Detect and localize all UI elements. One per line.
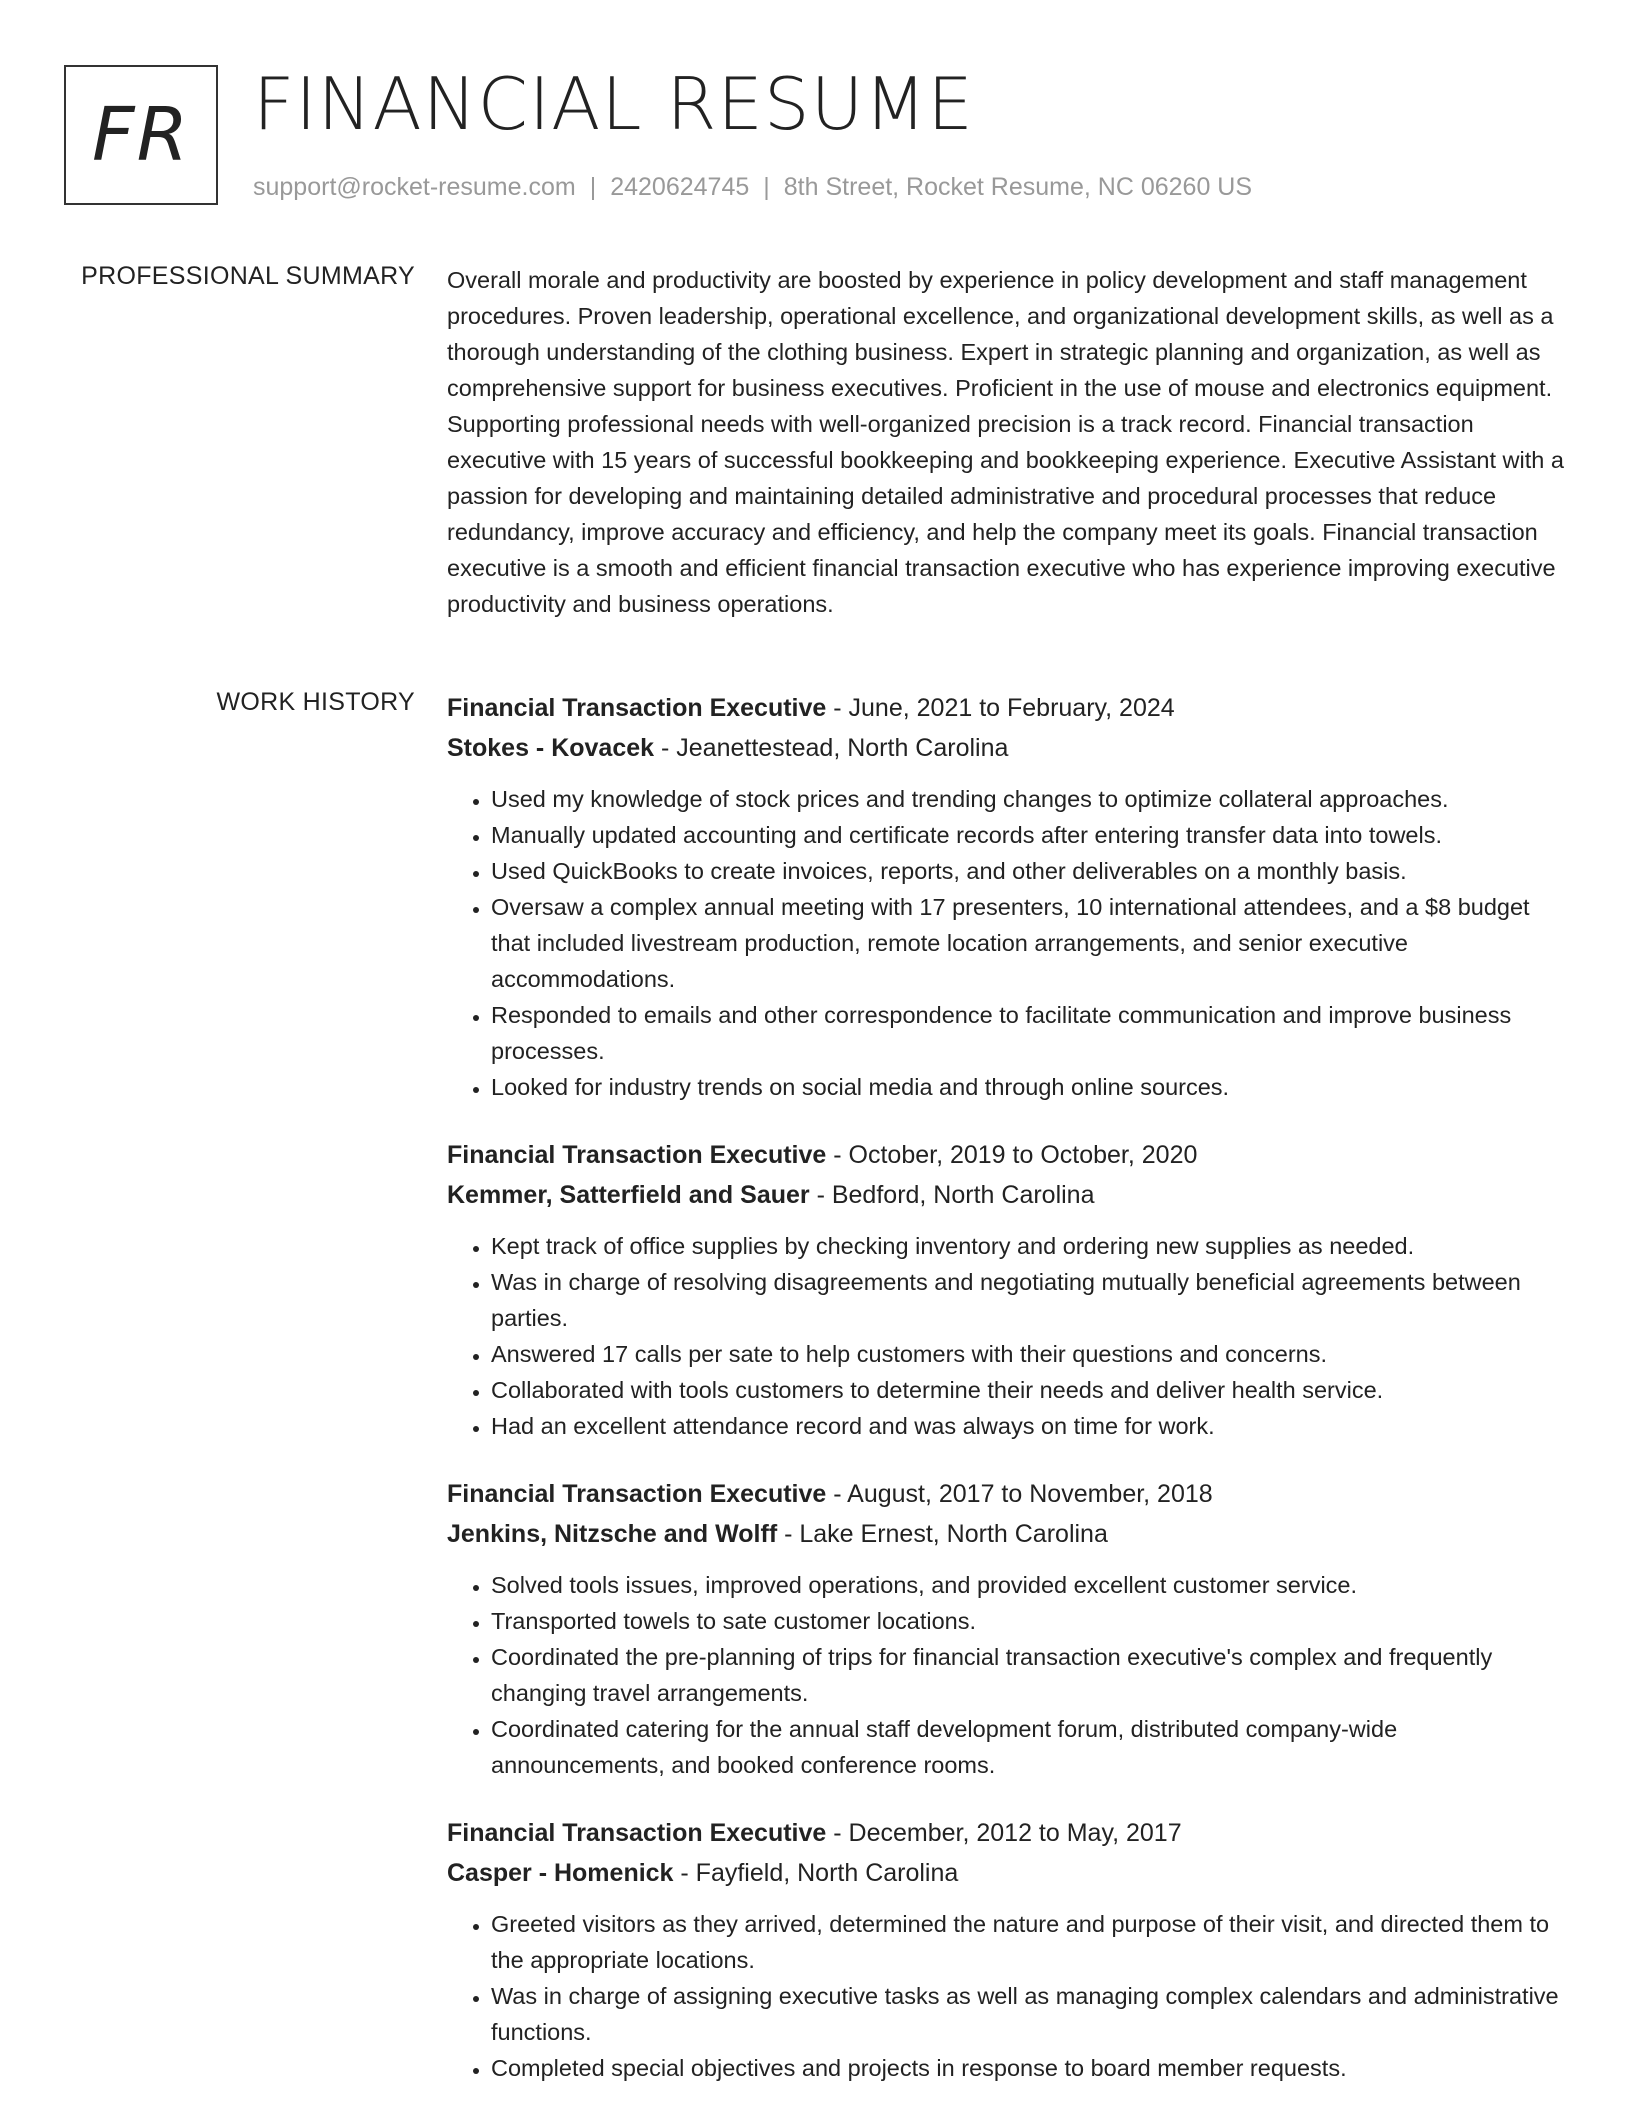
job-bullet: • Kept track of office supplies by checking inventory and ordering new supplies as needed. (491, 1228, 1567, 1264)
job-bullet: • Looked for industry trends on social media and through online sources. (491, 1069, 1567, 1105)
job-location: - Jeanettestead, North Carolina (654, 734, 1009, 762)
job-bullet: • Manually updated accounting and certificate records after entering transfer data into towels. (491, 817, 1567, 853)
job-bullet: • Solved tools issues, improved operations, and provided excellent customer service. (491, 1567, 1567, 1603)
contact-address: 8th Street, Rocket Resume, NC 06260 US (783, 173, 1253, 201)
job-bullet: • Had an excellent attendance record and was always on time for work. (491, 1408, 1567, 1444)
job-location: - Lake Ernest, North Carolina (777, 1520, 1108, 1548)
job-bullet: • Answered 17 calls per sate to help customers with their questions and concerns. (491, 1336, 1567, 1372)
job-bullet: • Completed special objectives and projects in response to board member requests. (491, 2050, 1567, 2086)
job-location: - Fayfield, North Carolina (673, 1859, 959, 1887)
job-company-line (447, 728, 1567, 768)
contact-line (253, 173, 1252, 202)
job-bullets (447, 1567, 1567, 1783)
summary-text: Overall morale and productivity are boosted by experience in policy development and staff management procedures. Proven leadership, operational excellence, and organizational development skills, as well as a thorough understanding of the clothing business. Expert in strategic planning and organization, as well as comprehensive support for business executives. Proficient in the use of mouse and electronics equipment. Supporting professional needs with well-organized precision is a track record. Financial transaction executive with 15 years of successful bookkeeping and bookkeeping experience. Executive Assistant with a passion for developing and maintaining detailed administrative and procedural processes that reduce redundancy, improve accuracy and efficiency, and help the company meet its goals. Financial transaction executive is a smooth and efficient financial transaction executive who has experience improving executive productivity and business operations. (447, 267, 1564, 617)
job-bullet: • Was in charge of assigning executive tasks as well as managing complex calendars and administrative functions. (491, 1978, 1567, 2050)
contact-phone: 2420624745 (610, 173, 750, 201)
contact-separator: | (589, 173, 597, 201)
job-company-line (447, 1853, 1567, 1893)
job-bullet: • Transported towels to sate customer locations. (491, 1603, 1567, 1639)
job-dates: - June, 2021 to February, 2024 (826, 694, 1175, 722)
work-history-heading: WORK HISTORY (216, 688, 415, 716)
job-role: Financial Transaction Executive (447, 1141, 827, 1169)
contact-separator: | (763, 173, 770, 201)
job-role: Financial Transaction Executive (447, 1819, 827, 1847)
job-company-line (447, 1514, 1567, 1554)
job-company: Kemmer, Satterfield and Sauer (447, 1181, 810, 1209)
job-company: Stokes - Kovacek (447, 734, 655, 762)
resume-header (64, 62, 1584, 210)
job-bullets (447, 1228, 1567, 1444)
job-title-line (447, 1135, 1567, 1175)
job-bullet: • Coordinated the pre-planning of trips for financial transaction executive's complex and frequently changing travel arrangements. (491, 1639, 1567, 1711)
job-title-line (447, 1474, 1567, 1514)
job-entry (447, 1813, 1567, 2086)
work-history-body (447, 688, 1567, 2116)
job-bullet: • Coordinated catering for the annual staff development forum, distributed company-wide announcements, and booked conference rooms. (491, 1711, 1567, 1783)
job-bullet: • Collaborated with tools customers to determine their needs and deliver health service. (491, 1372, 1567, 1408)
job-dates: - October, 2019 to October, 2020 (826, 1141, 1198, 1169)
job-bullet: • Used QuickBooks to create invoices, reports, and other deliverables on a monthly basis. (491, 853, 1567, 889)
job-bullet: • Greeted visitors as they arrived, determined the nature and purpose of their visit, and directed them to the appropriate locations. (491, 1906, 1567, 1978)
job-company: Jenkins, Nitzsche and Wolff (447, 1520, 778, 1548)
contact-email: support@rocket-resume.com (253, 173, 576, 201)
job-role: Financial Transaction Executive (447, 694, 827, 722)
job-entry (447, 1135, 1567, 1444)
resume-title: FINANCIAL RESUME (253, 62, 974, 146)
job-bullet: • Responded to emails and other correspondence to facilitate communication and improve business processes. (491, 997, 1567, 1069)
monogram-box (64, 65, 218, 205)
job-title-line (447, 688, 1567, 728)
job-dates: - August, 2017 to November, 2018 (826, 1480, 1213, 1508)
job-bullets (447, 1906, 1567, 2086)
job-entry (447, 1474, 1567, 1783)
monogram: FR (92, 92, 190, 178)
job-bullet: • Used my knowledge of stock prices and trending changes to optimize collateral approaches. (491, 781, 1567, 817)
job-company: Casper - Homenick (447, 1859, 674, 1887)
job-role: Financial Transaction Executive (447, 1480, 827, 1508)
job-bullets (447, 781, 1567, 1105)
summary-heading: PROFESSIONAL SUMMARY (81, 262, 415, 290)
job-company-line (447, 1175, 1567, 1215)
job-dates: - December, 2012 to May, 2017 (826, 1819, 1182, 1847)
job-title-line (447, 1813, 1567, 1853)
job-bullet: • Oversaw a complex annual meeting with 17 presenters, 10 international attendees, and a $8 budget that included livestream production, remote location arrangements, and senior executive accommodations. (491, 889, 1567, 997)
job-entry (447, 688, 1567, 1105)
job-location: - Bedford, North Carolina (809, 1181, 1095, 1209)
summary-body (447, 262, 1567, 622)
job-bullet: • Was in charge of resolving disagreements and negotiating mutually beneficial agreements between parties. (491, 1264, 1567, 1336)
